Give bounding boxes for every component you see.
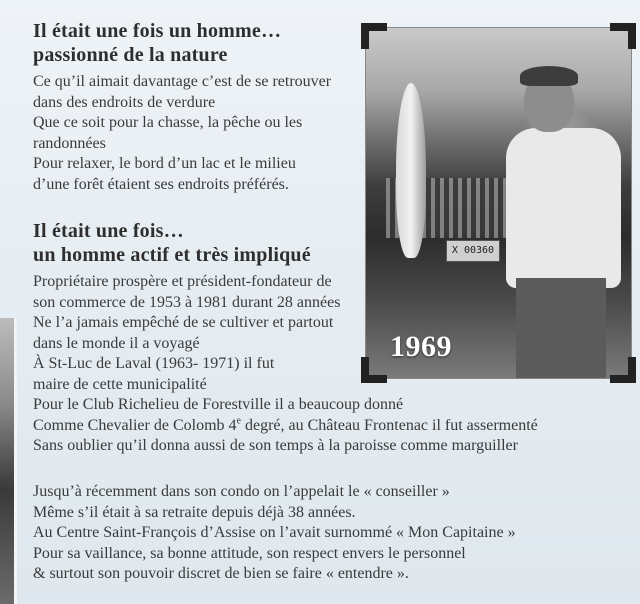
photo-corner-top-right xyxy=(610,23,636,49)
photo-year: 1969 xyxy=(390,330,452,363)
man-cap xyxy=(520,66,578,86)
man-legs xyxy=(516,278,606,379)
text-line: maire de cette municipalité xyxy=(33,375,207,393)
text-line: Pour sa vaillance, sa bonne attitude, son respect envers le personnel xyxy=(33,544,466,562)
chevalier-pre: Comme Chevalier de Colomb 4 xyxy=(33,416,237,434)
license-plate: X 00360 xyxy=(446,240,500,262)
text-line: Propriétaire prospère et président-fondateur de xyxy=(33,273,332,290)
section1-heading-line2: passionné de la nature xyxy=(33,44,228,66)
section2-heading-line1: Il était une fois… xyxy=(33,220,184,242)
chevalier-post: degré, au Château Frontenac il fut assermenté xyxy=(240,416,538,434)
text-line: dans des endroits de verdure xyxy=(33,93,216,111)
photo-frame xyxy=(365,27,632,379)
text-line: Jusqu’à récemment dans son condo on l’appelait le « conseiller » xyxy=(33,483,450,500)
text-line: Pour relaxer, le bord d’un lac et le milieu xyxy=(33,155,296,172)
text-line: dans le monde il a voyagé xyxy=(33,334,200,352)
degree-superscript: e xyxy=(236,415,241,427)
text-line: À St-Luc de Laval (1963- 1971) il fut xyxy=(33,355,275,372)
section1-heading-line1: Il était une fois un homme… xyxy=(33,20,282,42)
section1-text xyxy=(33,72,331,195)
text-line: son commerce de 1953 à 1981 durant 28 années xyxy=(33,293,341,311)
chevalier-line xyxy=(33,416,538,437)
edge-photo xyxy=(0,318,17,604)
text-line: Ce qu’il aimait davantage c’est de se retrouver xyxy=(33,73,332,90)
section3-text xyxy=(33,482,516,585)
text-line: Ne l’a jamais empêché de se cultiver et partout xyxy=(33,314,334,331)
text-line: randonnées xyxy=(33,134,106,152)
vintage-photo xyxy=(365,27,632,379)
photo-corner-bottom-left xyxy=(361,357,387,383)
text-line: Que ce soit pour la chasse, la pêche ou les xyxy=(33,114,303,131)
section2-heading-line2: un homme actif et très impliqué xyxy=(33,244,311,266)
photo-corner-top-left xyxy=(361,23,387,49)
text-line: & surtout son pouvoir discret de bien se faire « entendre ». xyxy=(33,565,409,582)
text-line: Pour le Club Richelieu de Forestville il a beaucoup donné xyxy=(33,396,404,413)
text-line: d’une forêt étaient ses endroits préférés. xyxy=(33,175,289,193)
photo-corner-bottom-right xyxy=(610,357,636,383)
section2-heading xyxy=(33,219,311,267)
man-body xyxy=(506,128,621,288)
fish-image xyxy=(396,83,426,258)
text-line: Même s’il était à sa retraite depuis déjà 38 années. xyxy=(33,503,356,521)
section1-heading xyxy=(33,19,281,67)
text-line: Au Centre Saint-François d’Assise on l’avait surnommé « Mon Capitaine » xyxy=(33,524,516,541)
text-line: Sans oublier qu’il donna aussi de son temps à la paroisse comme marguiller xyxy=(33,437,518,454)
